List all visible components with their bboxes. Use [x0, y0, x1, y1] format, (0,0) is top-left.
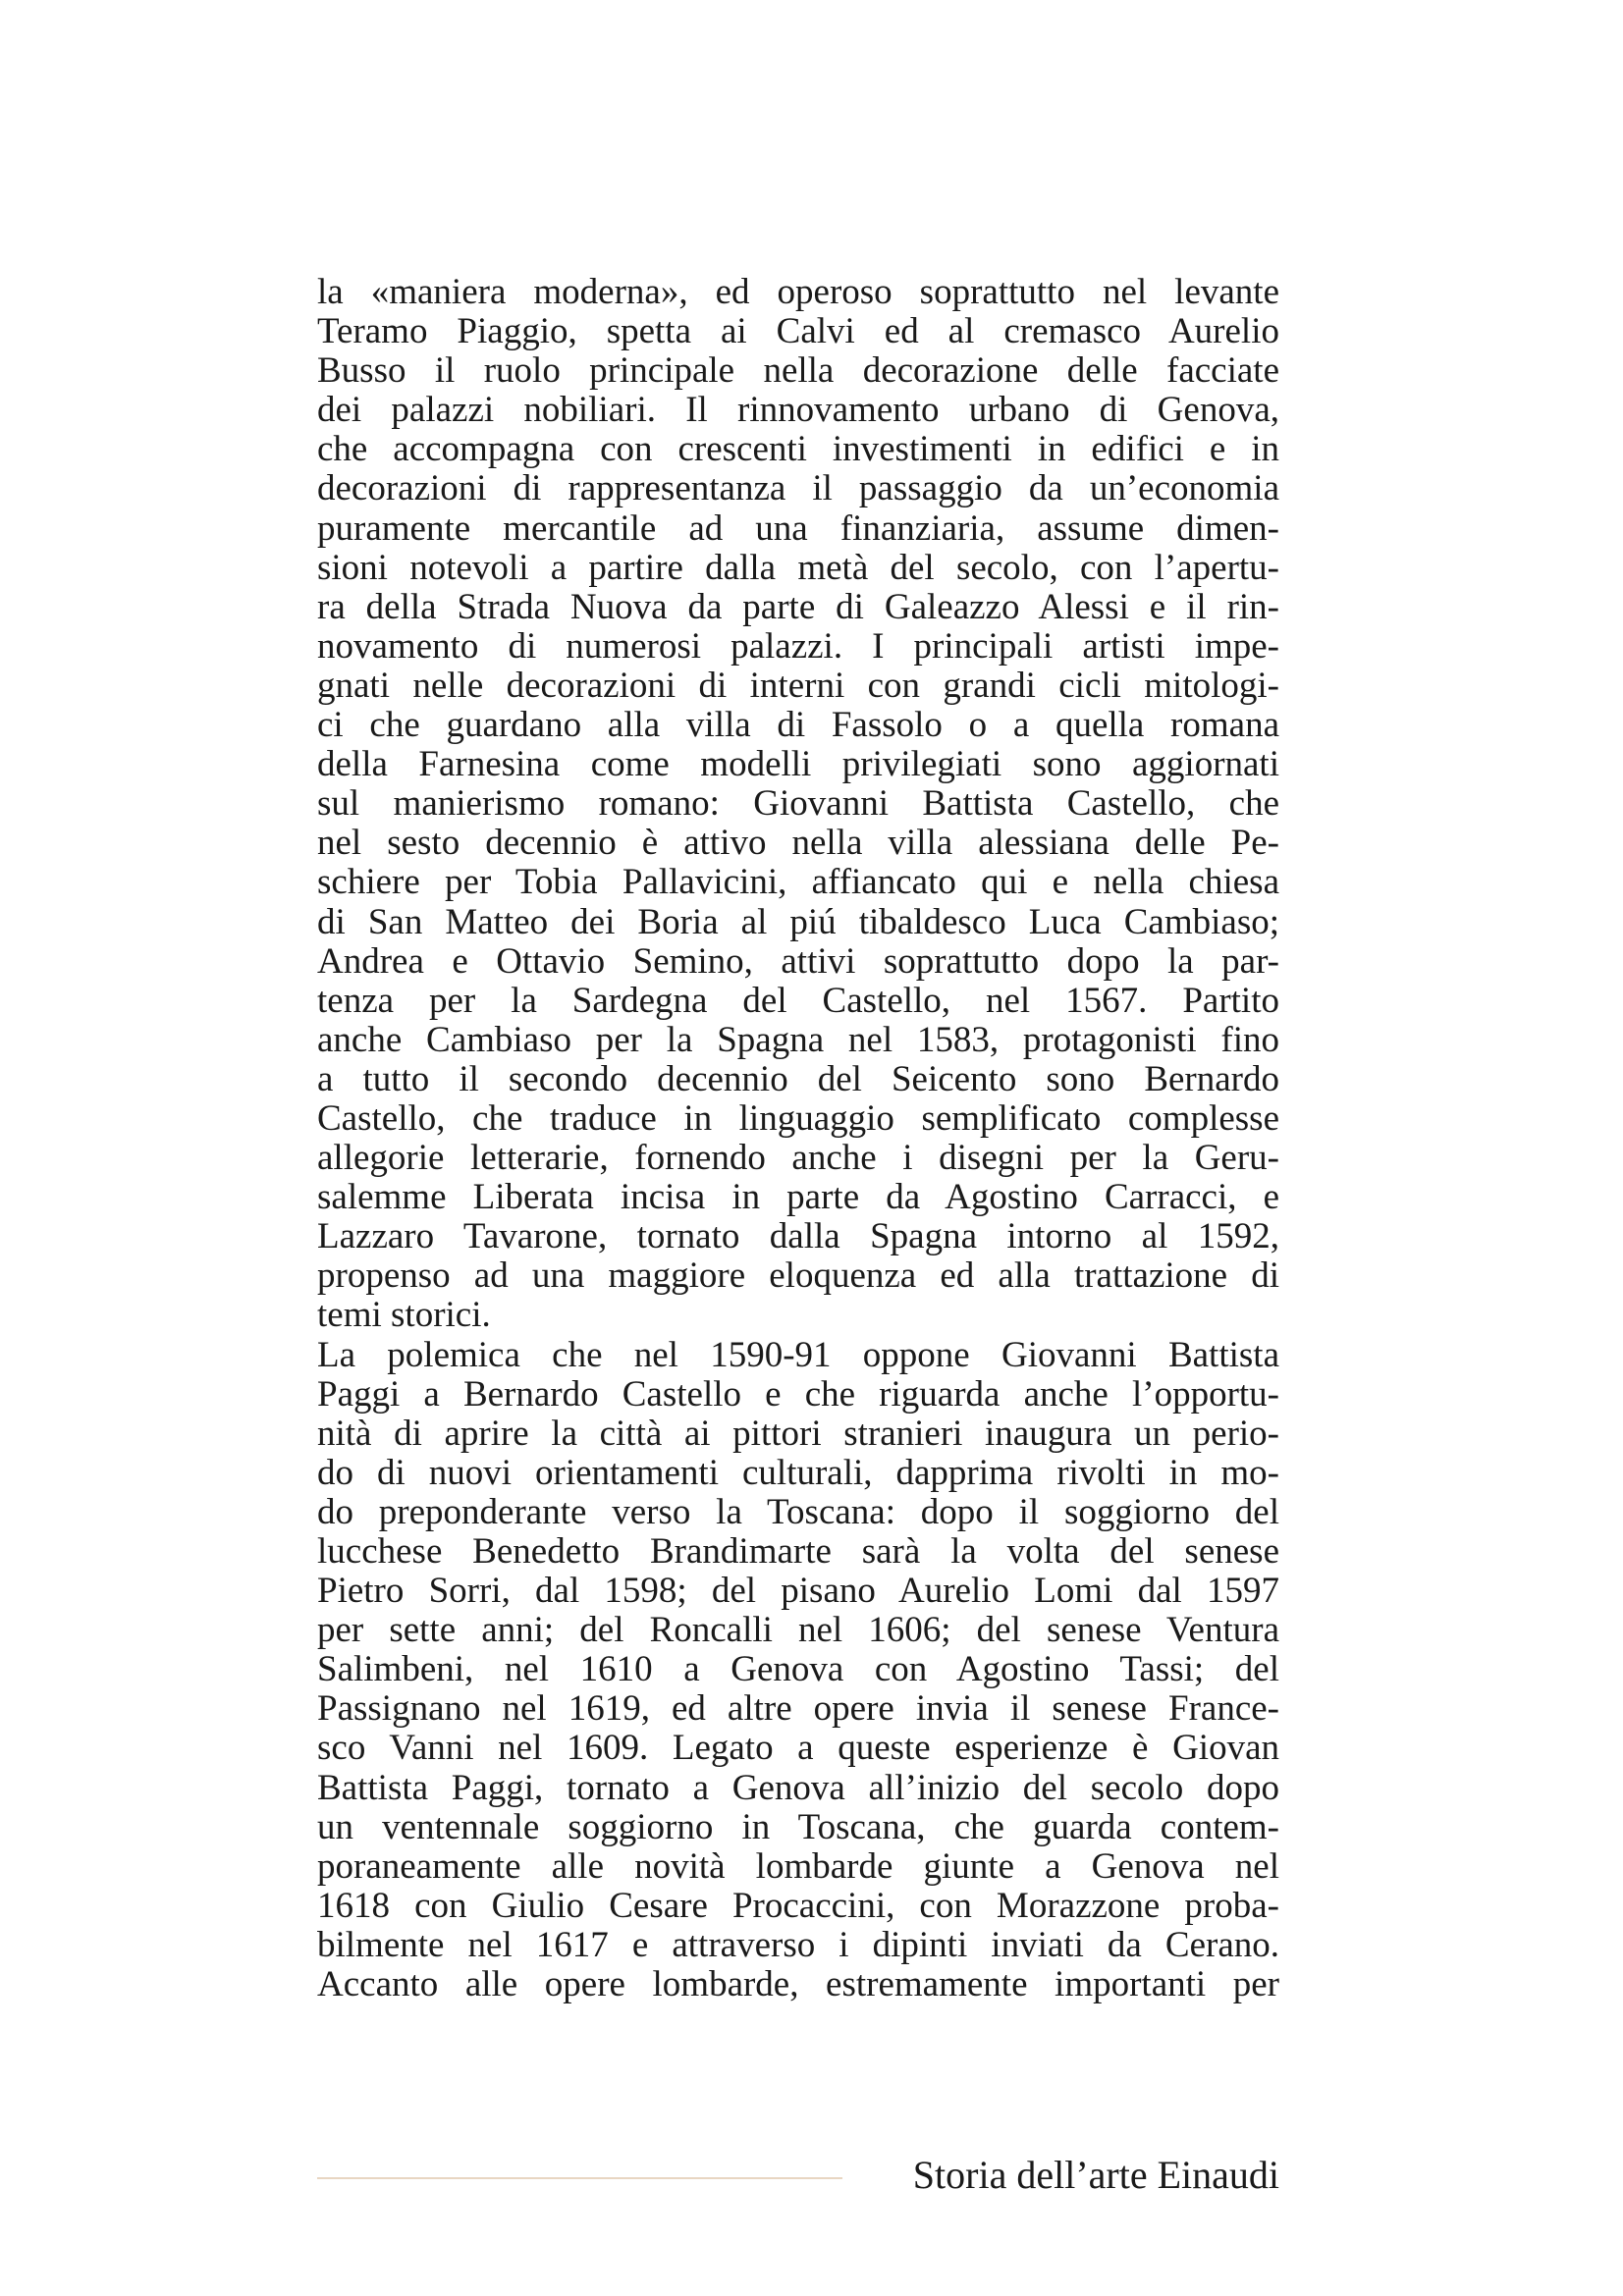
footer-title: Storia dell’arte Einaudi	[912, 2153, 1279, 2197]
text-line: 1618 con Giulio Cesare Procaccini, con Morazzone proba-	[317, 1885, 1279, 1926]
body-text	[317, 273, 1279, 2004]
text-line: Busso il ruolo principale nella decorazione delle facciate	[317, 350, 1279, 392]
text-line: Salimbeni, nel 1610 a Genova con Agostino Tassi; del	[317, 1649, 1279, 1690]
text-line: nità di aprire la città ai pittori stranieri inaugura un perio-	[317, 1413, 1279, 1454]
text-line: ci che guardano alla villa di Fassolo o a quella romana	[317, 705, 1279, 746]
text-line: dei palazzi nobiliari. Il rinnovamento urbano di Genova,	[317, 390, 1279, 431]
text-line: La polemica che nel 1590-91 oppone Giovanni Battista	[317, 1334, 1279, 1375]
text-line: per sette anni; del Roncalli nel 1606; del senese Ventura	[317, 1610, 1279, 1651]
text-line: novamento di numerosi palazzi. I principali artisti impe-	[317, 625, 1279, 667]
text-line: Lazzaro Tavarone, tornato dalla Spagna intorno al 1592,	[317, 1216, 1279, 1257]
text-line: Andrea e Ottavio Semino, attivi soprattutto dopo la par-	[317, 940, 1279, 982]
text-line: Battista Paggi, tornato a Genova all’inizio del secolo dopo	[317, 1767, 1279, 1808]
text-line: Castello, che traduce in linguaggio semplificato complesse	[317, 1097, 1279, 1139]
text-line: che accompagna con crescenti investimenti in edifici e in	[317, 429, 1279, 470]
text-line: sul manierismo romano: Giovanni Battista Castello, che	[317, 783, 1279, 825]
text-line: bilmente nel 1617 e attraverso i dipinti inviati da Cerano.	[317, 1924, 1279, 1965]
text-line: lucchese Benedetto Brandimarte sarà la volta del senese	[317, 1531, 1279, 1572]
text-line: Paggi a Bernardo Castello e che riguarda anche l’opportu-	[317, 1373, 1279, 1415]
text-line: schiere per Tobia Pallavicini, affiancato qui e nella chiesa	[317, 862, 1279, 903]
text-line: temi storici.	[317, 1295, 491, 1336]
text-line: della Farnesina come modelli privilegiati sono aggiornati	[317, 744, 1279, 785]
text-line: sco Vanni nel 1609. Legato a queste esperienze è Giovan	[317, 1728, 1279, 1769]
text-line: Passignano nel 1619, ed altre opere invia il senese France-	[317, 1688, 1279, 1730]
text-line: di San Matteo dei Boria al piú tibaldesco Luca Cambiaso;	[317, 901, 1279, 942]
text-line: puramente mercantile ad una finanziaria, assume dimen-	[317, 507, 1279, 549]
text-line: do di nuovi orientamenti culturali, dapprima rivolti in mo-	[317, 1452, 1279, 1493]
text-line: do preponderante verso la Toscana: dopo il soggiorno del	[317, 1491, 1279, 1532]
text-line: anche Cambiaso per la Spagna nel 1583, protagonisti fino	[317, 1019, 1279, 1060]
text-line: nel sesto decennio è attivo nella villa alessiana delle Pe-	[317, 823, 1279, 864]
text-line: salemme Liberata incisa in parte da Agostino Carracci, e	[317, 1177, 1279, 1218]
text-line: tenza per la Sardegna del Castello, nel 1567. Partito	[317, 980, 1279, 1021]
text-line: ra della Strada Nuova da parte di Galeazzo Alessi e il rin-	[317, 586, 1279, 627]
footer-divider	[317, 2177, 842, 2179]
text-line: Accanto alle opere lombarde, estremamente importanti per	[317, 1964, 1279, 2005]
text-line: propenso ad una maggiore eloquenza ed alla trattazione di	[317, 1255, 1279, 1297]
text-line: allegorie letterarie, fornendo anche i disegni per la Geru-	[317, 1138, 1279, 1179]
page-footer	[317, 2152, 1279, 2201]
text-line: Pietro Sorri, dal 1598; del pisano Aurelio Lomi dal 1597	[317, 1571, 1279, 1612]
text-line: la «maniera moderna», ed operoso soprattutto nel levante	[317, 272, 1279, 312]
text-line: poraneamente alle novità lombarde giunte a Genova nel	[317, 1845, 1279, 1887]
text-line: Teramo Piaggio, spetta ai Calvi ed al cremasco Aurelio	[317, 311, 1279, 352]
text-line: decorazioni di rappresentanza il passaggio da un’economia	[317, 468, 1279, 509]
text-line: a tutto il secondo decennio del Seicento sono Bernardo	[317, 1058, 1279, 1099]
text-line: gnati nelle decorazioni di interni con grandi cicli mitologi-	[317, 665, 1279, 706]
text-line: un ventennale soggiorno in Toscana, che guarda contem-	[317, 1806, 1279, 1847]
text-line: sioni notevoli a partire dalla metà del secolo, con l’apertu-	[317, 547, 1279, 588]
